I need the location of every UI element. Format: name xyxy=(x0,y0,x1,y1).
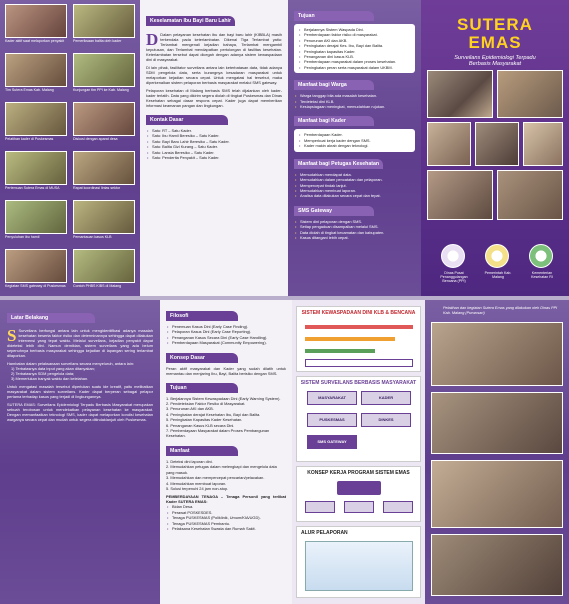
gallery-photo xyxy=(73,200,135,234)
list-item: • Peningkatan peran serta masyarakat dalam UKBM. xyxy=(298,65,411,70)
logo-caption: Pemerintah Kab. Malang xyxy=(484,271,512,280)
gallery-photo xyxy=(73,53,135,87)
goals-heading: Tujuan xyxy=(294,11,374,21)
background-list xyxy=(11,366,153,381)
list-item: 5. Peningkatan Kapasitas Kader Kesehatan. xyxy=(166,417,243,423)
cover-photo-3 xyxy=(427,122,471,166)
philosophy-heading: Filosofi xyxy=(166,311,238,321)
background-list-item: 2) Terbatasnya SDM pengelola data; xyxy=(11,371,75,376)
ews-arrow-1 xyxy=(305,325,413,329)
list-item: • Bidan Desa. xyxy=(166,504,286,509)
philosophy-list xyxy=(166,324,286,346)
flow-box: DINKES xyxy=(361,413,411,427)
gallery-photo xyxy=(5,249,67,283)
sms-heading: SMS Gateway xyxy=(294,206,374,216)
ews-diagram-title: SISTEM KEWASPADAAN DINI KLB & BENCANA xyxy=(301,310,416,316)
concept-left-box xyxy=(305,501,335,513)
gallery-photo xyxy=(73,249,135,283)
gallery-caption: Penyuluhan ibu hamil xyxy=(5,235,40,239)
list-item: • Sistem dini pelaporan dengan SMS. xyxy=(294,219,415,224)
background-panel xyxy=(0,300,160,604)
report-flow-title: ALUR PELAPORAN xyxy=(301,530,348,536)
cover-photo-7 xyxy=(497,170,563,220)
list-item: 2. Memudahkan petugas dalam melengkapi dan mengelola data yang masuk. xyxy=(166,464,277,475)
list-item: • Penurunan AKI dan AKB. xyxy=(298,38,411,43)
list-item: • Kasus ditangani lebih cepat. xyxy=(294,235,415,240)
concept-mid-box xyxy=(344,501,374,513)
cover-photo-5 xyxy=(523,122,563,166)
background-heading: Latar Belakang xyxy=(7,313,95,323)
activity-photo-panel xyxy=(425,300,569,604)
ews-base-bar xyxy=(305,359,413,367)
gallery-caption: Rapat koordinasi lintas sektor xyxy=(73,186,121,190)
list-item: • Peningkatan kapasitas Kader. xyxy=(298,49,411,54)
philosophy-panel xyxy=(160,300,292,604)
activity-photo-3 xyxy=(431,460,563,528)
list-item: • Satu: Bayi Baru Lahir Beresiko – Satu Kader. xyxy=(146,139,282,144)
list-item: 3. Penurunan AKI dan AKB. xyxy=(166,406,214,412)
gallery-caption: Pelatihan kader di Puskesmas xyxy=(5,137,54,141)
concept-heading: Konsep Dasar xyxy=(166,353,238,363)
activity-caption: Pelatihan dan kegiatan Sutera Emas yang dilakukan oleh Dinas PPI Kab. Malang (Purwosari) xyxy=(443,306,558,315)
list-item: • Pemberdayaan Masyarakat (Community Empowering). xyxy=(166,340,286,345)
gallery-photo xyxy=(73,102,135,136)
brochure-outside xyxy=(0,0,569,296)
safety-para-3: Pelaporan kesehatan di Malang berbasis SMS telah dijalankan oleh kader-kader terlatih. Data yang dikirim segera diolah di tingkat Puskesmas dan Dinas Kesehatan sebagai dasar respons cepat. Kader juga dapat memberikan informasi keamanan pangan dan lingkungan. xyxy=(146,88,282,108)
goals-panel xyxy=(288,0,421,296)
background-para-3: Untuk mengatasi masalah tersebut diperlukan suatu ide kreatif, yaitu melibatkan masyarakat dalam sistem surveilans. Kader dapat berperan sebagai pelapor pertama terhadap kasus yang terjadi di lingkungannya. xyxy=(7,384,153,399)
background-para-4: SUTERA EMAS: Surveilans Epidemiologi Terpadu Berbasis Masyarakat merupakan sebuah terobosan untuk mendekatkan pelayanan kesehatan ke masyarakat. Dengan memanfaatkan teknologi SMS, kader dapat melaporkan kondisi kesehatan warganya secara cepat dan mudah untuk segera ditindaklanjuti oleh Puskesmas. xyxy=(7,402,153,422)
benefit-staff-heading: Manfaat bagi Petugas Kesehatan xyxy=(294,159,383,169)
list-item: • Tenaga PUSKESMAS (Poliklinik, Umum/KIA/UGD). xyxy=(166,515,286,520)
list-item: • Pemberdayaan Kader. xyxy=(298,132,411,137)
concept-right-box xyxy=(383,501,413,513)
flow-box: MASYARAKAT xyxy=(307,391,357,405)
list-item: • Penanganan dini kasus KLB. xyxy=(298,54,411,59)
surveillance-flow xyxy=(303,391,416,457)
list-item: 3. Memudahkan dan mempercepat pencarian/pelacakan. xyxy=(166,475,265,481)
safety-para-1: D Dalam pelayanan kesehatan ibu dan bayi baru lahir (KIBBLA) masih terkendala pada keterlambatan. Dikenal Tiga Terlambat yaitu: Terlambat mengenali kejadian bahaya, Terlambat mengambil keputusan, dan Terlambat mendapatkan pertolongan di fasilitas kesehatan. Keterlambatan tersebut dapat dicegah dengan adanya sistem kewaspadaan dini di masyarakat. xyxy=(146,30,282,62)
goals-box xyxy=(294,24,415,73)
cover-photo-6 xyxy=(427,170,493,220)
gallery-photo xyxy=(5,102,67,136)
list-item: • Pemberdayaan masyarakat dalam proses kesehatan. xyxy=(298,59,411,64)
list-item: • Peningkatan derajat Kes. Ibu, Bayi dan Balita. xyxy=(298,43,411,48)
list-item: • Berjalannya Sistem Waspada Dini. xyxy=(298,27,411,32)
list-item: • Satu: Ibu Hamil Beresiko – Satu Kader. xyxy=(146,133,282,138)
benefit-kader-heading: Manfaat bagi Kader xyxy=(294,116,374,126)
benefit-kader-list xyxy=(298,132,411,148)
concept-text: Peran aktif masyarakat dan Kader yang sudah dilatih untuk memantau dan menjaring Ibu, Bayi, Balita berisiko dengan SMS. xyxy=(166,365,286,376)
list-item: • Data diolah di tingkat kecamatan dan kabupaten. xyxy=(294,230,415,235)
activity-photo-4 xyxy=(431,534,563,596)
list-item: • Kader makin akrab dengan teknologi. xyxy=(298,143,411,148)
list-item: 4. Peningkatan derajat Kesehatan Ibu, Bayi dan Balita. xyxy=(166,411,261,417)
goals2-heading: Tujuan xyxy=(166,383,238,393)
dropcap: D xyxy=(146,30,159,49)
list-item: • Warga tanggap bila ada masalah kesehatan. xyxy=(294,93,415,98)
benefit-kader-box xyxy=(294,129,415,151)
logo-caption: Kementerian Kesehatan RI xyxy=(531,271,553,280)
gallery-photo xyxy=(73,151,135,185)
list-item: • Memudahkan membuat laporan. xyxy=(294,188,415,193)
flow-box: PUSKESMAS xyxy=(307,413,357,427)
gallery-photo xyxy=(5,4,67,38)
cover-subtitle-1: Surveilans Epidemiologi Terpadu xyxy=(454,55,536,61)
activity-photo-2 xyxy=(431,392,563,454)
list-item: • Pelaporan Kasus Dini (Early Case Reporting). xyxy=(166,329,286,334)
ews-arrow-2 xyxy=(305,337,395,341)
cover-subtitle-2: Berbasis Masyarakat xyxy=(468,61,522,67)
list-item: 1. Deteksi dini laporan dini. xyxy=(166,458,213,464)
concept-diagram xyxy=(296,466,421,522)
gallery-caption: Pemeriksaan balita oleh kader xyxy=(73,39,122,43)
kemenkes-logo xyxy=(529,244,553,268)
list-item: • Memudahkan mendapat data. xyxy=(294,172,415,177)
cover-logos xyxy=(421,242,569,292)
empower-title: PEMBERDAYAAN TENAGA – Tenaga Personil yang terlibat Kader SUTERA EMAS: xyxy=(166,494,286,505)
cover-panel xyxy=(421,0,569,296)
list-item: • Satu: Penderita Penyakit – Satu Kader. xyxy=(146,155,282,160)
background-para-1: S Surveilans berfungsi antara lain untuk mengidentifikasi adanya masalah kesehatan beserta faktor risiko dan determinannya sehingga dapat dilakukan intervensi yang tepat waktu. Melalui surveilans, kejadian penyakit dapat dideteksi lebih dini. Namun demikian, sistem surveilans yang ada belum sepenuhnya berbasis masyarakat sehingga kejadian di lapangan sering terlambat dilaporkan. xyxy=(7,326,153,358)
gallery-photo xyxy=(5,53,67,87)
flow-box: SMS GATEWAY xyxy=(307,435,357,449)
benefit2-heading: Manfaat xyxy=(166,446,238,456)
gallery-caption: Pemantauan kasus KLB xyxy=(73,235,112,239)
report-flow-diagram xyxy=(296,526,421,598)
list-item: • Penanganan Kasus Secara Dini (Early Case Handling). xyxy=(166,335,286,340)
gallery-caption: Kunjungan tim PPI ke Kab. Malang xyxy=(73,88,129,92)
brochure-inside xyxy=(0,300,569,604)
list-item: 4. Memudahkan membuat laporan. xyxy=(166,480,227,486)
list-item: • Perawat POSKESDES. xyxy=(166,510,286,515)
sms-list xyxy=(294,219,415,241)
safety-panel xyxy=(140,0,288,296)
list-item: 6. Penanganan Kasus KLB secara Dini. xyxy=(166,422,235,428)
gallery-photo xyxy=(5,151,67,185)
ews-diagram xyxy=(296,306,421,372)
background-list-item: 1) Terbatasnya data input yang akan ditanyakan; xyxy=(11,366,95,371)
gallery-caption: Tim Sutera Emas Kab. Malang xyxy=(5,88,54,92)
report-flow-illustration xyxy=(305,541,413,591)
kabupaten-logo xyxy=(485,244,509,268)
list-item: 5. Solusi terpenuhi 24 jam non-stop. xyxy=(166,485,229,491)
cover-photo-collage xyxy=(427,70,563,220)
safety-para-2: Di lain pihak, fasilitator surveilans antara lain keterbatasan data, tidak adanya SDM pengelola data, serta kurangnya kesadaran masyarakat untuk melaporkan kejadian secara cepat. Untuk mengatasi hal tersebut, maka diperkenalkan sistem pelaporan berbasis masyarakat melalui SMS gateway. xyxy=(146,65,282,85)
list-item: • Memperkuat kerja kader dengan SMS. xyxy=(298,138,411,143)
list-item: • Satu: RT – Satu Kader. xyxy=(146,128,282,133)
gallery-caption: Diskusi dengan aparat desa xyxy=(73,137,118,141)
empower-list xyxy=(166,504,286,531)
photo-panel xyxy=(0,0,140,296)
gallery-caption: Pertemuan Sutera Emas di MUSA xyxy=(5,186,60,190)
contact-list xyxy=(146,128,282,160)
list-item: • Setiap pengaduan disampaikan melalui SMS. xyxy=(294,224,415,229)
background-para-2: Hambatan dalam pelaksanaan surveilans secara menyeluruh, antara lain: xyxy=(7,361,134,366)
list-item: 7. Pemberdayaan Masyarakat dalam Proses Pembangunan Kesehatan. xyxy=(166,428,270,439)
cover-photo-1 xyxy=(427,70,493,118)
gallery-caption: Kader aktif saat melaporkan penyakit xyxy=(5,39,65,43)
cover-title-text: SUTERA EMAS xyxy=(457,15,533,52)
dropcap-s: S xyxy=(7,326,17,345)
ppi-logo xyxy=(441,244,465,268)
list-item: • Pemberdayaan faktor risiko di masyarakat. xyxy=(298,32,411,37)
goals2-list xyxy=(166,396,286,439)
concept-center-box xyxy=(337,481,381,495)
concept-diagram-title: KONSEP KERJA PROGRAM SISTEM EMAS xyxy=(307,470,410,476)
list-item: • Tenaga PUSKESMAS Pembantu. xyxy=(166,521,286,526)
contact-heading: Kontak Dasar xyxy=(146,115,228,125)
gallery-photo xyxy=(5,200,67,234)
list-item: • Terdeteksi dini KLB. xyxy=(294,99,415,104)
gallery-caption: Contoh PHBS KIBS di Malang xyxy=(73,284,122,288)
list-item: 2. Pendeteksian Faktor Resiko di Masyarakat. xyxy=(166,401,246,407)
goals-list xyxy=(298,27,411,70)
list-item: • Satu: Balita Gizi Kurang – Satu Kader. xyxy=(146,144,282,149)
benefit-citizen-heading: Manfaat bagi Warga xyxy=(294,80,374,90)
gallery-caption: Kegiatan SMS gateway di Puskesmas xyxy=(5,284,66,288)
safety-heading: Keselamatan Ibu Bayi Baru Lahir xyxy=(146,16,235,26)
activity-photo-1 xyxy=(431,322,563,386)
benefit-citizen-list xyxy=(294,93,415,109)
benefit2-list xyxy=(166,459,286,491)
list-item: 1. Berjalannya Sistem Kewaspadaan Dini (Early Warning System). xyxy=(166,395,281,401)
list-item: • Penemuan Kasus Dini (Early Case Finding). xyxy=(166,324,286,329)
list-item: • Memudahkan dalam pencatatan dan pelaporan. xyxy=(294,177,415,182)
diagram-panel xyxy=(292,300,425,604)
list-item: • Kesiapsiagaan meningkat, memudahkan rujukan. xyxy=(294,104,415,109)
cover-photo-2 xyxy=(497,70,563,118)
list-item: • Analisa data dilakukan secara cepat dan tepat. xyxy=(294,193,415,198)
ews-arrow-3 xyxy=(305,349,375,353)
cover-photo-4 xyxy=(475,122,519,166)
cover-title xyxy=(421,16,569,52)
flow-box: KADER xyxy=(361,391,411,405)
logo-caption: Dinas Pusat Penanggulangan Bencana (PPI) xyxy=(440,271,468,284)
surveillance-diagram xyxy=(296,376,421,462)
list-item: • Mempercepat tindak lanjut. xyxy=(294,183,415,188)
list-item: • Satu: Lansia Beresiko – Satu Kader. xyxy=(146,150,282,155)
gallery-photo xyxy=(73,4,135,38)
surveillance-diagram-title: SISTEM SURVEILANS BERBASIS MASYARAKAT xyxy=(300,380,417,386)
benefit-staff-list xyxy=(294,172,415,199)
background-list-item: 3) Memerlukan banyak waktu dan kelelahan. xyxy=(11,376,89,381)
list-item: • Pelaksana Kesehatan Swasta dan Rumah Sakit. xyxy=(166,526,286,531)
